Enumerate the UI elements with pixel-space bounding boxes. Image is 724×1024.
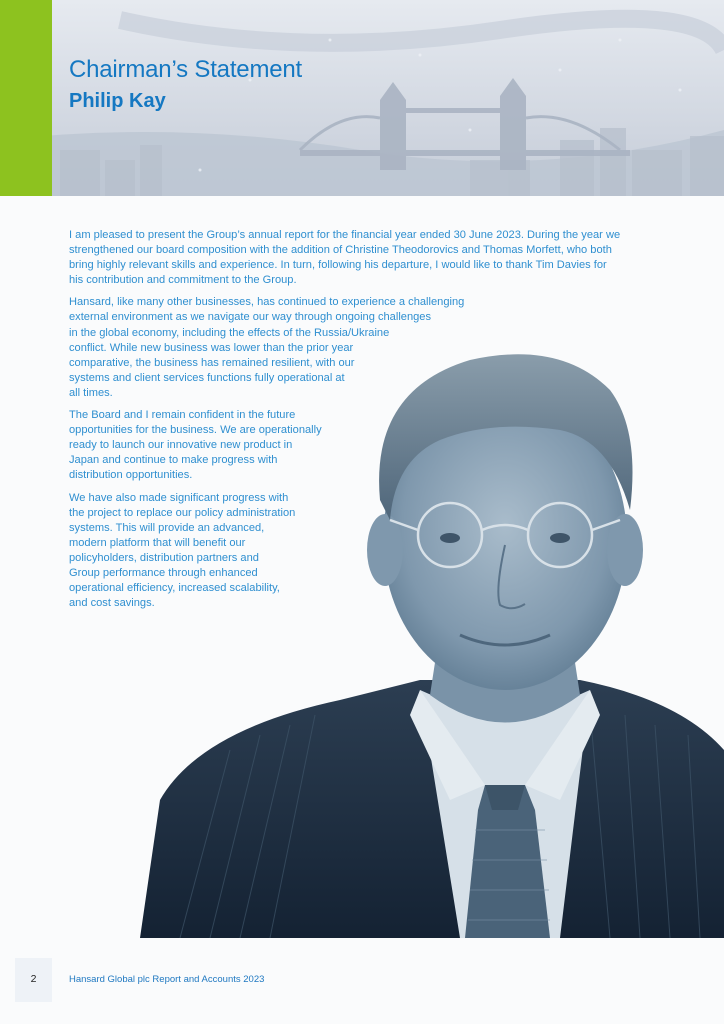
text-line: strengthened our board composition with the addition of Christine Theodorovics and Thomas Morfett, who both: [69, 244, 612, 257]
paragraph-2: [69, 295, 709, 401]
text-line: Hansard, like many other businesses, has continued to experience a challenging: [69, 296, 465, 309]
text-line: external environment as we navigate our way through ongoing challenges: [69, 311, 432, 324]
text-line: the project to replace our policy administration: [69, 506, 296, 519]
text-line: ready to launch our innovative new product in: [69, 439, 293, 452]
paragraph-3: [69, 408, 709, 483]
header-banner: [0, 0, 724, 196]
text-line: systems and client services functions fully operational at: [69, 371, 345, 384]
statement-body: [69, 228, 709, 618]
text-line: Group performance through enhanced: [69, 566, 258, 579]
text-line: and cost savings.: [69, 597, 155, 610]
text-line: operational efficiency, increased scalability,: [69, 582, 280, 595]
accent-green-bar: [0, 0, 52, 196]
paragraph-4: [69, 491, 709, 612]
text-line: I am pleased to present the Group’s annual report for the financial year ended 30 June 2023. During the year we: [69, 229, 621, 241]
text-line: modern platform that will benefit our: [69, 536, 246, 549]
text-line: bring highly relevant skills and experience. In turn, following his departure, I would like to thank Tim Davies for: [69, 259, 607, 272]
text-line: all times.: [69, 386, 113, 399]
text-line: conflict. While new business was lower than the prior year: [69, 341, 354, 354]
text-line: comparative, the business has remained resilient, with our: [69, 356, 355, 369]
text-line: The Board and I remain confident in the future: [69, 409, 296, 422]
text-line: Japan and continue to make progress with: [69, 454, 278, 467]
footer-report-title: Hansard Global plc Report and Accounts 2023: [69, 974, 265, 985]
text-line: opportunities for the business. We are operationally: [69, 424, 322, 437]
text-line: We have also made significant progress with: [69, 491, 289, 504]
page-title: Chairman’s Statement: [69, 56, 303, 83]
paragraph-1: [69, 228, 709, 288]
text-line: systems. This will provide an advanced,: [69, 521, 265, 534]
text-line: in the global economy, including the effects of the Russia/Ukraine: [69, 326, 390, 339]
text-line: his contribution and commitment to the Group.: [69, 274, 297, 287]
text-line: policyholders, distribution partners and: [69, 551, 259, 564]
page-number: 2: [30, 973, 37, 985]
author-name: Philip Kay: [69, 90, 166, 112]
text-line: distribution opportunities.: [69, 469, 193, 482]
